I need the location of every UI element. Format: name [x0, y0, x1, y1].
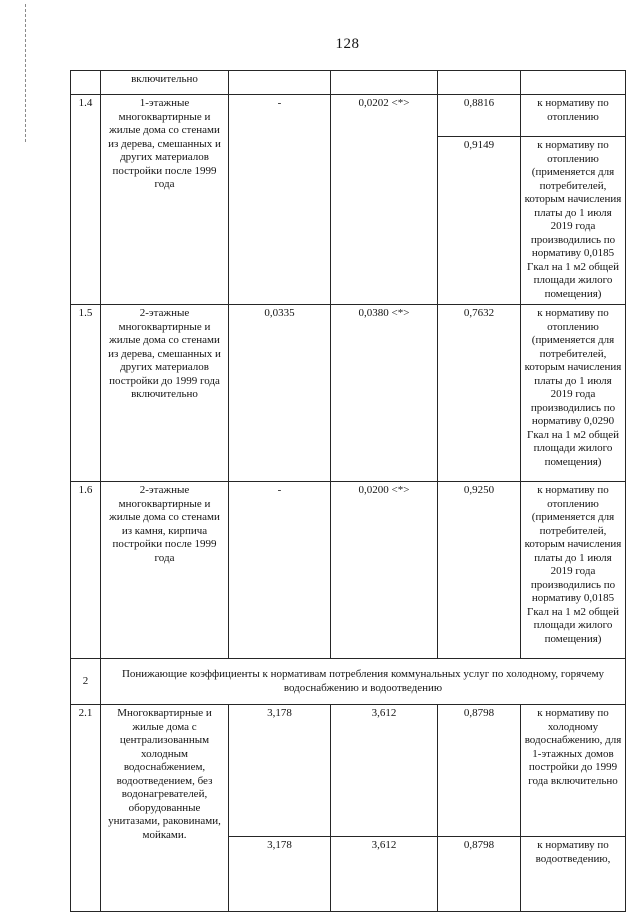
description-cell: 2-этажные многоквартирные и жилые дома со стенами из дерева, смешанных и других материалов постройки до 1999 года включительно: [101, 305, 229, 482]
table-row-2-1: [71, 705, 626, 837]
note-cell: к нормативу по отоплению: [521, 95, 626, 137]
value-cell: [438, 71, 521, 95]
description-cell: 2-этажные многоквартирные и жилые дома со стенами из камня, кирпича постройки после 1999 года: [101, 482, 229, 659]
table-row-1-5: [71, 305, 626, 482]
value-cell: 3,178: [229, 705, 331, 837]
row-number-cell: 2: [71, 659, 101, 705]
value-cell: 0,0335: [229, 305, 331, 482]
value-cell: 3,612: [331, 837, 438, 912]
note-cell: к нормативу по водоотведению,: [521, 837, 626, 912]
value-cell: 0,0202 <*>: [331, 95, 438, 305]
note-cell: к нормативу по отоплению (применяется для потребителей, которым начисления платы до 1 июля 2019 года производились по нормативу 0,0185 Гкал на 1 м2 общей площади жилого помещения): [521, 482, 626, 659]
note-cell: [521, 71, 626, 95]
value-cell: -: [229, 95, 331, 305]
table-section-row-2: [71, 659, 626, 705]
section-title-cell: Понижающие коэффициенты к нормативам потребления коммунальных услуг по холодному, горячему водоснабжению и водоотведению: [101, 659, 626, 705]
table-row-continuation: [71, 71, 626, 95]
value-cell: 0,0200 <*>: [331, 482, 438, 659]
table-row-1-6: [71, 482, 626, 659]
description-cell: включительно: [101, 71, 229, 95]
coefficient-cell: 0,9250: [438, 482, 521, 659]
row-number-cell: 1.5: [71, 305, 101, 482]
value-cell: [229, 71, 331, 95]
value-cell: -: [229, 482, 331, 659]
value-cell: 0,0380 <*>: [331, 305, 438, 482]
coefficient-cell: 0,8816: [438, 95, 521, 137]
value-cell: [331, 71, 438, 95]
row-number-cell: [71, 71, 101, 95]
description-cell: 1-этажные многоквартирные и жилые дома со стенами из дерева, смешанных и других материалов постройки после 1999 года: [101, 95, 229, 305]
note-cell: к нормативу по холодному водоснабжению, для 1-этажных домов постройки до 1999 года включительно: [521, 705, 626, 837]
coefficient-cell: 0,9149: [438, 137, 521, 305]
norms-table: [70, 70, 626, 912]
value-cell: 3,612: [331, 705, 438, 837]
page-number: 128: [335, 36, 360, 52]
coefficient-cell: 0,8798: [438, 837, 521, 912]
table-row-1-4: [71, 95, 626, 137]
scan-artifact-line: [25, 4, 26, 142]
row-number-cell: 1.6: [71, 482, 101, 659]
value-cell: 3,178: [229, 837, 331, 912]
note-cell: к нормативу по отоплению (применяется для потребителей, которым начисления платы до 1 июля 2019 года производились по нормативу 0,0185 Гкал на 1 м2 общей площади жилого помещения): [521, 137, 626, 305]
coefficient-cell: 0,8798: [438, 705, 521, 837]
coefficient-cell: 0,7632: [438, 305, 521, 482]
description-cell: Многоквартирные и жилые дома с централизованным холодным водоснабжением, водоотведением, без водонагревателей, оборудованные унитазами, раковинами, мойками.: [101, 705, 229, 912]
row-number-cell: 2.1: [71, 705, 101, 912]
row-number-cell: 1.4: [71, 95, 101, 305]
note-cell: к нормативу по отоплению (применяется для потребителей, которым начисления платы до 1 июля 2019 года производились по нормативу 0,0290 Гкал на 1 м2 общей площади жилого помещения): [521, 305, 626, 482]
